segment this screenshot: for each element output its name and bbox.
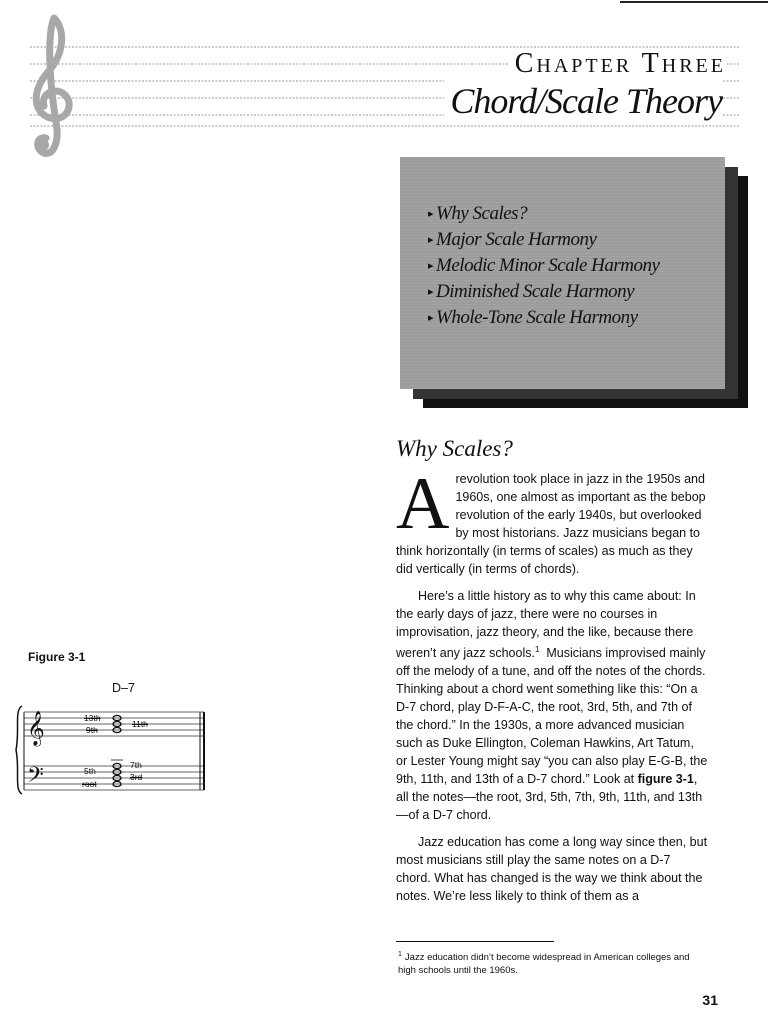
topic-item: ▸ Major Scale Harmony [428, 227, 659, 253]
bullet-icon: ▸ [428, 312, 434, 324]
bass-clef-symbol: 𝄢 [27, 763, 44, 793]
bullet-icon: ▸ [428, 286, 434, 298]
drop-cap: A [396, 463, 450, 545]
body-text [396, 463, 708, 914]
bullet-icon: ▸ [428, 260, 434, 272]
footnote: $^1$ Jazz education didn’t become widespread in American colleges and high schools until the 1960s. [398, 951, 690, 977]
treble-clef-symbol: 𝄞 [27, 711, 45, 746]
topic-item: ▸ Diminished Scale Harmony [428, 279, 659, 305]
note-label-11th: 11th [132, 719, 148, 729]
note-label-7th: 7th [130, 760, 142, 770]
footnote-rule [396, 941, 554, 942]
chapter-topics-box [400, 157, 725, 389]
chapter-label: Chapter Three [509, 48, 726, 80]
note-label-9th: 9th [86, 725, 98, 735]
note-label-3rd: 3rd [130, 772, 143, 782]
topic-item: ▸ Whole-Tone Scale Harmony [428, 305, 659, 331]
note-label-13th: 13th [84, 713, 101, 723]
chapter-title: Chord/Scale Theory [444, 80, 722, 122]
bullet-icon: ▸ [428, 234, 434, 246]
treble-clef-icon [22, 12, 82, 162]
topic-item: ▸ Why Scales? [428, 201, 659, 227]
topic-item: ▸ Melodic Minor Scale Harmony [428, 253, 659, 279]
bullet-icon: ▸ [428, 208, 434, 220]
footnote-reference: 1 [534, 645, 540, 654]
note-label-root: root [82, 779, 97, 789]
chapter-topics-list [428, 201, 659, 331]
page-number: 31 [702, 992, 718, 1008]
figure-reference: figure 3-1 [637, 772, 694, 787]
paragraph-education: Jazz education has come a long way since then, but most musicians still play the same notes on a D-7 chord. What has changed is the way we think about the notes. We’re less likely to think of them as a [396, 835, 708, 904]
paragraph-intro: Arevolution took place in jazz in the 1950s and 1960s, one almost as important as the bebop revolution of the early 1940s, but overlooked by most historians. Jazz musicians began to think horizontally (in terms of scales) as much as they did vertically (in terms of chords). [396, 463, 706, 576]
note-label-5th: 5th [84, 766, 96, 776]
paragraph-history: Here’s a little history as to why this came about: In the early days of jazz, there were no courses in improvisation, jazz theory, and the like, because there weren’t any jazz schools.$^1$ Musicians improvised mainly off the melody of a tune, and off the notes of the chords. Thinking about a chord went something like this: “On a D-7 chord, play D-F-A-C, the root, 3rd, 5th, and 7th of the chord.” In the 1930s, a more advanced musician such as Duke Ellington, Coleman Hawkins, Art Tatum, or Lester Young might say “you can also play E-G-B, the 9th, 11th, and 13th of a D-7 chord.” Look at figure 3-1, all the notes—the root, 3rd, 5th, 7th, 9th, 11th, and 13th—of a D-7 chord. [396, 589, 708, 823]
bass-chord-notes [113, 763, 121, 786]
figure-label: Figure 3-1 [28, 650, 86, 664]
chord-symbol: D–7 [112, 681, 135, 695]
staff-brace [16, 706, 22, 794]
grand-staff-notation [14, 700, 210, 800]
section-heading: Why Scales? [396, 436, 513, 461]
